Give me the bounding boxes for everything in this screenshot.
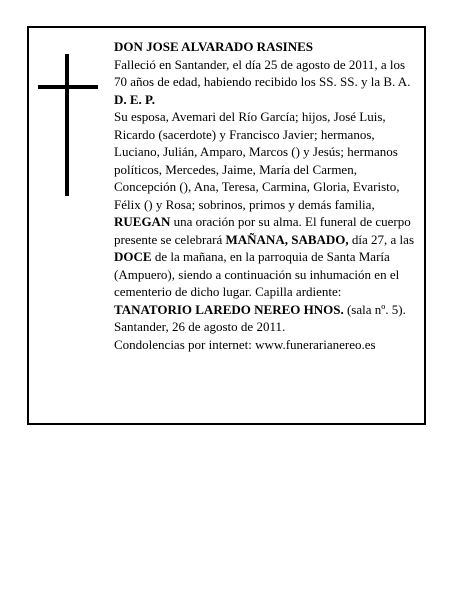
death-line: Falleció en Santander, el día 25 de agosto de 2011, a los 70 años de edad, habiendo recibido los SS. SS. y la B. A. [114,56,411,89]
family-text: Su esposa, Avemari del Río García; hijos, José Luis, Ricardo (sacerdote) y Francisco Javier; hermanos, Luciano, Julián, Amparo, Marcos () y Jesús; hermanos políticos, Mercedes, Jaime, María del Carmen, Concepción (), Ana, Teresa, Carmina, Gloria, Evaristo, Félix () y Rosa; sobrinos, primos y demás familia, [114,109,400,212]
cross-horizontal-bar [38,85,98,89]
funeral-day: MAÑANA, SABADO, [225,231,349,247]
funeral-paragraph [114,108,414,318]
cross-icon [38,54,98,196]
chapel-name: TANATORIO LAREDO NEREO HNOS. [114,301,344,317]
funeral-place-text: de la mañana, en la parroquia de Santa María (Ampuero), siendo a continuación su inhumación en el cementerio de dicho lugar. Capilla ardiente: [114,249,400,299]
funeral-time: DOCE [114,249,152,264]
condolences-line: Condolencias por internet: www.funerarianereo.es [114,336,376,352]
obituary-text [114,38,414,353]
deceased-name: DON JOSE ALVARADO RASINES [114,39,314,54]
request-text: una oración por su alma. El funeral de cuerpo presente se celebrará [114,214,411,247]
request-bold: RUEGAN [114,214,171,229]
cross-vertical-bar [65,54,69,196]
place-date: Santander, 26 de agosto de 2011. [114,319,286,334]
chapel-room-text: (sala nº. 5). [343,301,406,317]
funeral-date-text: día 27, a las [348,231,414,247]
rip-line: D. E. P. [114,91,156,107]
